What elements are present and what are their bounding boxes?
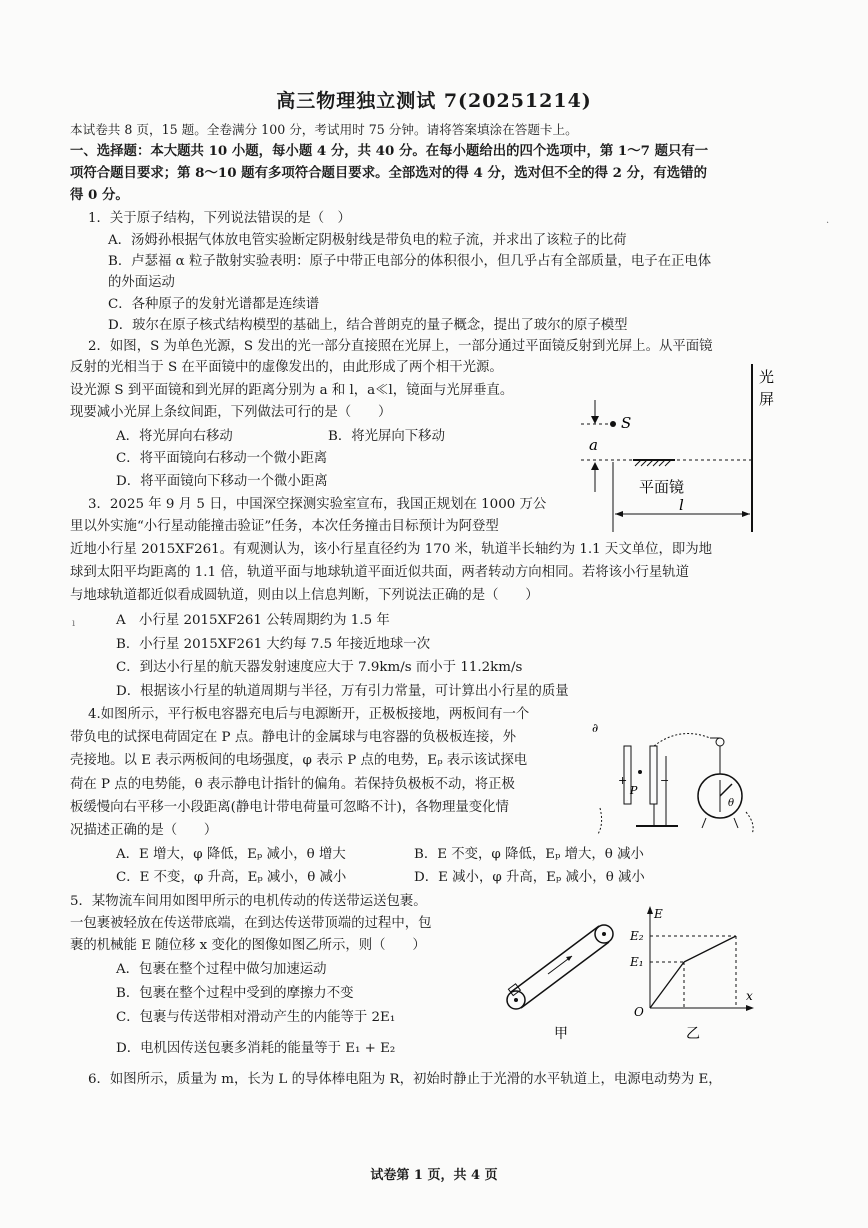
q1-option-b-cont: 的外面运动 [108, 275, 175, 290]
q3-option-a: A 小行星 2015XF261 公转周期约为 1.5 年 [116, 613, 390, 628]
q4-option-d: D．E 减小，φ 升高，Eₚ 减小，θ 减小 [414, 870, 645, 885]
q4-capacitor-figure [590, 716, 770, 836]
q2-fig-mirror-label: 平面镜 [639, 478, 685, 496]
q5-option-b: B．包裹在整个过程中受到的摩擦力不变 [116, 986, 354, 1001]
svg-text:θ: θ [728, 798, 735, 809]
svg-text:∂: ∂ [592, 721, 599, 735]
q2-stem-line-4: 现要减小光屏上条纹间距，下列做法可行的是（ ） [70, 405, 392, 420]
q2-fig-l-label: l [679, 496, 684, 514]
exam-page: 高三物理独立测试 7(20251214) 本试卷共 8 页，15 题。全卷满分 100 分，考试用时 75 分钟。请将答案填涂在答题卡上。 一、选择题：本大题共 10 小题，每小题 4 分，共 40 分。在每小题给出的四个选项中，第 1～7 题只有一 项符合题目要求；第 8～10 题有多项符合题目要求。全部选对的得 4 分，选对但不全的得 2 分，有选错的 得 0 分。 1．关于原子结构，下列说法错误的是（ ） A．汤姆孙根据气体放电管实验断定阴极射线是带负电的粒子流，并求出了该粒子的比荷 B．卢瑟福 α 粒子散射实验表明：原子中带正电部分的体积很小，但几乎占有全部质量，电子在正电体 的外面运动 C．各种原子的发射光谱都是连续谱 D．玻尔在原子核式结构模型的基础上，结合普朗克的量子概念，提出了玻尔的原子模型 2．如图，S 为单色光源，S 发出的光一部分直接照在光屏上，一部分通过平面镜反射到光屏上。从平面镜 反射的光相当于 S 在平面镜中的虚像发出的，由此形成了两个相干光源。 设光源 S 到平面镜和到光屏的距离分别为 a 和 l，a≪l，镜面与光屏垂直。 现要减小光屏上条纹间距，下列做法可行的是（ ） A．将光屏向右移动 B．将光屏向下移动 C．将平面镜向右移动一个微小距离 D．将平面镜向下移动一个微小距离 光 屏 S a 平面镜 l 3．2025 年 9 月 5 日，中国深空探测实验室宣布，我国正规划在 1000 万公 里以外实施“小行星动能撞击验证”任务，本次任务撞击目标预计为阿登型 近地小行星 2015XF261。有观测认为，该小行星直径约为 170 米，轨道半长轴约为 1.1 天文单位，即为地 球到太阳平均距离的 1.1 倍，轨道平面与地球轨道平面近似共面，两者转动方向相同。若将该小行星轨道 与地球轨道都近似看成圆轨道，则由以上信息判断，下列说法正确的是（ ） A 小行星 2015XF261 公转周期约为 1.5 年 B．小行星 2015XF261 大约每 7.5 年接近地球一次 C．到达小行星的航天器发射速度应大于 7.9km/s 而小于 11.2km/s D．根据该小行星的轨道周期与半径，万有引力常量，可计算出小行星的质量 4.如图所示，平行板电容器充电后与电源断开，正极板接地，两板间有一个 带负电的试探电荷固定在 P 点。静电计的金属球与电容器的负极板连接，外 壳接地。以 E 表示两板间的电场强度，φ 表示 P 点的电势，Eₚ 表示该试探电 荷在 P 点的电势能，θ 表示静电计指针的偏角。若保持负极板不动，将正极 板缓慢向右平移一小段距离(静电计带电荷量可忽略不计)，各物理量变化情 况描述正确的是（ ） A．E 增大，φ 降低，Eₚ 减小，θ 增大 B．E 不变，φ 降低，Eₚ 增大，θ 减小 C．E 不变，φ 升高，Eₚ 减小，θ 减小 D．E 减小，φ 升高，Eₚ 减小，θ 减小 ∂ P + − θ 5．某物流车间用如图甲所示的电机传动的传送带运送包裹。 一包裹被轻放在传送带底端，在到达传送带顶端的过程中，包 裹的机械能 E 随位移 x 变化的图像如图乙所示，则（ ） A．包裹在整个过程中做匀加速运动 B．包裹在整个过程中受到的摩擦力不变 C．包裹与传送带相对滑动产生的内能等于 2E₁ D．电机因传送包裹多消耗的能量等于 E₁ + E₂ 甲 E x O E₂ E₁ 乙 6．如图所示，质量为 m，长为 L 的导体棒电阻为 R，初始时静止于光滑的水平轨道上，电源电动势为 E， 试卷第 1 页，共 4 页 ı · [0, 0, 868, 1228]
q4-stem-line-3: 壳接地。以 E 表示两板间的电场强度，φ 表示 P 点的电势，Eₚ 表示该试探电 [70, 753, 528, 768]
q3-option-b: B．小行星 2015XF261 大约每 7.5 年接近地球一次 [116, 637, 431, 652]
q4-fig-p-label: P [630, 784, 638, 797]
q1-option-d: D．玻尔在原子核式结构模型的基础上，结合普朗克的量子概念，提出了玻尔的原子模型 [108, 318, 628, 333]
q5-stem-line-3: 裹的机械能 E 随位移 x 变化的图像如图乙所示，则（ ） [70, 938, 426, 953]
svg-text:+: + [618, 774, 628, 787]
q5-energy-graph [628, 904, 758, 1044]
q4-stem-line-1: 4.如图所示，平行板电容器充电后与电源断开，正极板接地，两板间有一个 [88, 707, 530, 722]
q5-option-c: C．包裹与传送带相对滑动产生的内能等于 2E₁ [116, 1010, 396, 1025]
q4-stem-line-2: 带负电的试探电荷固定在 P 点。静电计的金属球与电容器的负极板连接，外 [70, 730, 517, 745]
q3-option-d: D．根据该小行星的轨道周期与半径，万有引力常量，可计算出小行星的质量 [116, 684, 569, 699]
q4-option-a: A．E 增大，φ 降低，Eₚ 减小，θ 增大 [116, 847, 346, 862]
q1-option-a: A．汤姆孙根据气体放电管实验断定阴极射线是带负电的粒子流，并求出了该粒子的比荷 [108, 233, 627, 248]
q4-fig-negative-plate [650, 746, 657, 804]
svg-text:x: x [746, 989, 753, 1003]
svg-text:O: O [634, 1005, 644, 1019]
q2-option-a: A．将光屏向右移动 [116, 429, 233, 444]
svg-text:屏: 屏 [759, 390, 775, 408]
q3-option-c: C．到达小行星的航天器发射速度应大于 7.9km/s 而小于 11.2km/s [116, 660, 523, 675]
q4-option-b: B．E 不变，φ 降低，Eₚ 增大，θ 减小 [414, 847, 644, 862]
q2-stem-line-1: 2．如图，S 为单色光源，S 发出的光一部分直接照在光屏上，一部分通过平面镜反射到光屏上。从平面镜 [88, 339, 713, 354]
q1-stem: 1．关于原子结构，下列说法错误的是（ ） [88, 211, 351, 226]
section-heading-line-3: 得 0 分。 [70, 187, 129, 203]
q3-stem-line-2: 里以外实施“小行星动能撞击验证”任务，本次任务撞击目标预计为阿登型 [70, 519, 499, 534]
q3-stem-line-3: 近地小行星 2015XF261。有观测认为，该小行星直径约为 170 米，轨道半长轴约为 1.1 天文单位，即为地 [70, 542, 713, 557]
q3-stem-line-5: 与地球轨道都近似看成圆轨道，则由以上信息判断，下列说法正确的是（ ） [70, 588, 539, 603]
q5-stem-line-2: 一包裹被轻放在传送带底端，在到达传送带顶端的过程中，包 [70, 916, 432, 931]
q2-fig-a-label: a [589, 436, 598, 454]
q2-fig-screen-label-1: 光 [759, 368, 775, 386]
q5-conveyor-figure [492, 912, 627, 1042]
q5-fig-e1-label: E₁ [630, 955, 644, 969]
q2-stem-line-3: 设光源 S 到平面镜和到光屏的距离分别为 a 和 l，a≪l，镜面与光屏垂直。 [70, 383, 514, 398]
q2-option-d: D．将平面镜向下移动一个微小距离 [116, 474, 328, 489]
section-heading-line-2: 项符合题目要求；第 8～10 题有多项符合题目要求。全部选对的得 4 分，选对但不全的得 2 分，有选错的 [70, 165, 707, 181]
q4-option-c: C．E 不变，φ 升高，Eₚ 减小，θ 减小 [116, 870, 347, 885]
q2-fig-s-label: S [621, 414, 632, 432]
q3-stem-line-1: 3．2025 年 9 月 5 日，中国深空探测实验室宣布，我国正规划在 1000 万公 [88, 497, 547, 512]
q5-fig-jia-label: 甲 [554, 1026, 568, 1042]
exam-intro: 本试卷共 8 页，15 题。全卷满分 100 分，考试用时 75 分钟。请将答案填涂在答题卡上。 [70, 122, 578, 137]
q2-stem-line-2: 反射的光相当于 S 在平面镜中的虚像发出的，由此形成了两个相干光源。 [70, 360, 503, 375]
q2-option-b: B．将光屏向下移动 [328, 429, 445, 444]
q1-option-c: C．各种原子的发射光谱都是连续谱 [108, 297, 320, 312]
svg-text:−: − [660, 774, 670, 787]
q5-fig-e2-label: E₂ [630, 929, 644, 943]
page-title: 高三物理独立测试 7(20251214) [276, 90, 592, 112]
q5-option-a: A．包裹在整个过程中做匀加速运动 [116, 962, 327, 977]
q6-stem-line-1: 6．如图所示，质量为 m，长为 L 的导体棒电阻为 R，初始时静止于光滑的水平轨道上，电源电动势为 E， [88, 1072, 722, 1087]
svg-text:E: E [654, 907, 663, 921]
q4-stem-line-4: 荷在 P 点的电势能，θ 表示静电计指针的偏角。若保持负极板不动，将正极 [70, 777, 515, 792]
q4-stem-line-5: 板缓慢向右平移一小段距离(静电计带电荷量可忽略不计)，各物理量变化情 [70, 800, 509, 815]
q2-option-c: C．将平面镜向右移动一个微小距离 [116, 451, 328, 466]
q5-stem-line-1: 5．某物流车间用如图甲所示的电机传动的传送带运送包裹。 [70, 894, 427, 909]
q2-mirror-figure [575, 362, 795, 532]
section-heading-line-1: 一、选择题：本大题共 10 小题，每小题 4 分，共 40 分。在每小题给出的四个选项中，第 1～7 题只有一 [70, 143, 709, 159]
q4-stem-line-6: 况描述正确的是（ ） [70, 823, 218, 838]
q5-fig-yi-label: 乙 [686, 1026, 700, 1042]
page-footer: 试卷第 1 页，共 4 页 [370, 1168, 498, 1183]
q1-option-b: B．卢瑟福 α 粒子散射实验表明：原子中带正电部分的体积很小，但几乎占有全部质量，电子在正电体 [108, 254, 712, 269]
q5-option-d: D．电机因传送包裹多消耗的能量等于 E₁ + E₂ [116, 1041, 396, 1056]
q3-stem-line-4: 球到太阳平均距离的 1.1 倍，轨道平面与地球轨道平面近似共面，两者转动方向相同。若将该小行星轨道 [70, 565, 689, 580]
